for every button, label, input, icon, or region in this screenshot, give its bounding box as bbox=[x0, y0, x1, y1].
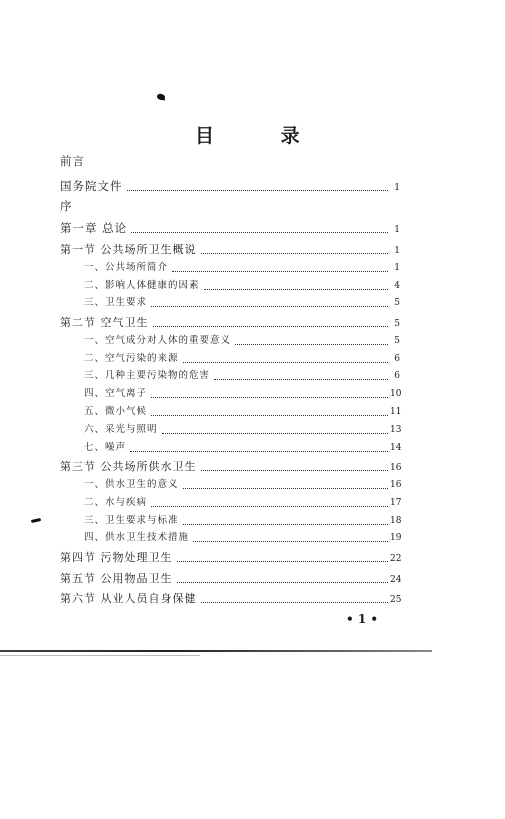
dot-leader bbox=[151, 306, 388, 307]
toc-entry-label: 三、卫生要求 bbox=[84, 297, 148, 308]
toc-entry-page: 24 bbox=[390, 575, 402, 585]
toc-entry-page: 5 bbox=[394, 298, 400, 308]
toc-entry bbox=[84, 529, 400, 545]
toc-entry-page: 1 bbox=[394, 246, 400, 256]
toc-entry-label: 三、卫生要求与标准 bbox=[84, 515, 179, 526]
dot-leader bbox=[127, 190, 389, 191]
toc-entry-label: 一、空气成分对人体的重要意义 bbox=[84, 335, 232, 346]
toc-entry-label: 第五节 公用物品卫生 bbox=[60, 572, 173, 585]
toc-entry-page: 14 bbox=[390, 443, 402, 453]
toc-entry-label: 一、供水卫生的意义 bbox=[84, 479, 179, 490]
toc-entry-page: 1 bbox=[394, 225, 400, 235]
dot-leader bbox=[201, 470, 389, 471]
toc-entry-page: 25 bbox=[390, 595, 402, 605]
dot-leader bbox=[177, 582, 389, 583]
toc-entry-label: 四、供水卫生技术措施 bbox=[84, 532, 190, 543]
dot-leader bbox=[201, 253, 389, 254]
toc-entry-label: 五、微小气候 bbox=[84, 406, 148, 417]
toc-entry bbox=[60, 220, 400, 236]
toc-entry bbox=[60, 178, 400, 194]
toc-entry-label: 一、公共场所简介 bbox=[84, 262, 169, 273]
toc-entry-page: 16 bbox=[390, 463, 402, 473]
toc-entry bbox=[84, 421, 400, 437]
toc-entry-page: 6 bbox=[394, 371, 400, 381]
toc-entry-page: 1 bbox=[394, 183, 400, 193]
toc-entry bbox=[84, 367, 400, 383]
scan-edge-line-faint bbox=[0, 655, 200, 656]
toc-entry bbox=[84, 385, 400, 401]
toc-entry-label: 国务院文件 bbox=[60, 179, 123, 193]
toc-entry bbox=[84, 294, 400, 310]
page-number-footer: • 1 • bbox=[345, 612, 379, 626]
dot-leader bbox=[235, 344, 388, 345]
toc-entry bbox=[84, 332, 400, 348]
dot-leader bbox=[130, 451, 388, 452]
toc-entry-label: 第三节 公共场所供水卫生 bbox=[60, 460, 197, 473]
toc-entry bbox=[60, 241, 400, 257]
dot-leader bbox=[201, 602, 389, 603]
toc-entry-page: 22 bbox=[390, 554, 402, 564]
dot-leader bbox=[162, 433, 388, 434]
toc-entry-page: 13 bbox=[390, 425, 402, 435]
toc-entry-label: 二、水与疾病 bbox=[84, 497, 148, 508]
toc-entry bbox=[84, 476, 400, 492]
dot-leader bbox=[151, 397, 388, 398]
toc-entry bbox=[84, 512, 400, 528]
toc-entry bbox=[60, 549, 400, 565]
toc-entry-label: 七、噪声 bbox=[84, 442, 127, 453]
toc-entry-label: 第一章 总论 bbox=[60, 221, 128, 235]
preface-heading: 前言 bbox=[60, 154, 85, 168]
toc-entry-page: 4 bbox=[394, 281, 400, 291]
dot-leader bbox=[151, 506, 388, 507]
toc-entry bbox=[60, 570, 400, 586]
margin-mark bbox=[31, 518, 41, 523]
toc-entry bbox=[84, 259, 400, 275]
dot-leader bbox=[131, 232, 388, 233]
toc-entry-label: 第六节 从业人员自身保健 bbox=[60, 592, 197, 605]
toc-entry-page: 18 bbox=[390, 516, 402, 526]
dot-leader bbox=[204, 289, 388, 290]
toc-entry bbox=[60, 458, 400, 474]
toc-entry-label: 四、空气离子 bbox=[84, 388, 148, 399]
toc-entry bbox=[60, 590, 400, 606]
dot-leader bbox=[193, 541, 388, 542]
toc-entry-label: 二、影响人体健康的因素 bbox=[84, 280, 200, 291]
toc-entry-page: 17 bbox=[390, 498, 402, 508]
toc-entry-page: 5 bbox=[394, 319, 400, 329]
dot-leader bbox=[151, 415, 388, 416]
toc-entry bbox=[84, 403, 400, 419]
toc-entry-page: 6 bbox=[394, 354, 400, 364]
toc-entry-label: 六、采光与照明 bbox=[84, 424, 158, 435]
dot-leader bbox=[172, 271, 388, 272]
toc-entry-label: 第四节 污物处理卫生 bbox=[60, 551, 173, 564]
scan-edge-line bbox=[0, 650, 432, 652]
toc-entry-label: 第二节 空气卫生 bbox=[60, 316, 149, 329]
dot-leader bbox=[183, 362, 388, 363]
toc-entry bbox=[84, 277, 400, 293]
toc-entry-page: 11 bbox=[390, 407, 402, 417]
toc-entry bbox=[84, 439, 400, 455]
toc-entry bbox=[84, 350, 400, 366]
toc-entry-label: 第一节 公共场所卫生概说 bbox=[60, 243, 197, 256]
toc-entry-page: 19 bbox=[390, 533, 402, 543]
toc-entry bbox=[84, 494, 400, 510]
toc-entry-page: 10 bbox=[390, 389, 402, 399]
toc-entry-page: 16 bbox=[390, 480, 402, 490]
dot-leader bbox=[177, 561, 389, 562]
ink-speck bbox=[156, 93, 166, 102]
toc-title: 目 录 bbox=[195, 125, 330, 147]
dot-leader bbox=[214, 379, 388, 380]
toc-entry-page: 1 bbox=[394, 263, 400, 273]
toc-entry bbox=[60, 314, 400, 330]
toc-entry-page: 5 bbox=[394, 336, 400, 346]
foreword-heading: 序 bbox=[60, 199, 73, 213]
toc-entry-label: 三、几种主要污染物的危害 bbox=[84, 370, 211, 381]
toc-entry-label: 二、空气污染的来源 bbox=[84, 353, 179, 364]
dot-leader bbox=[183, 524, 388, 525]
dot-leader bbox=[183, 488, 388, 489]
dot-leader bbox=[153, 326, 389, 327]
